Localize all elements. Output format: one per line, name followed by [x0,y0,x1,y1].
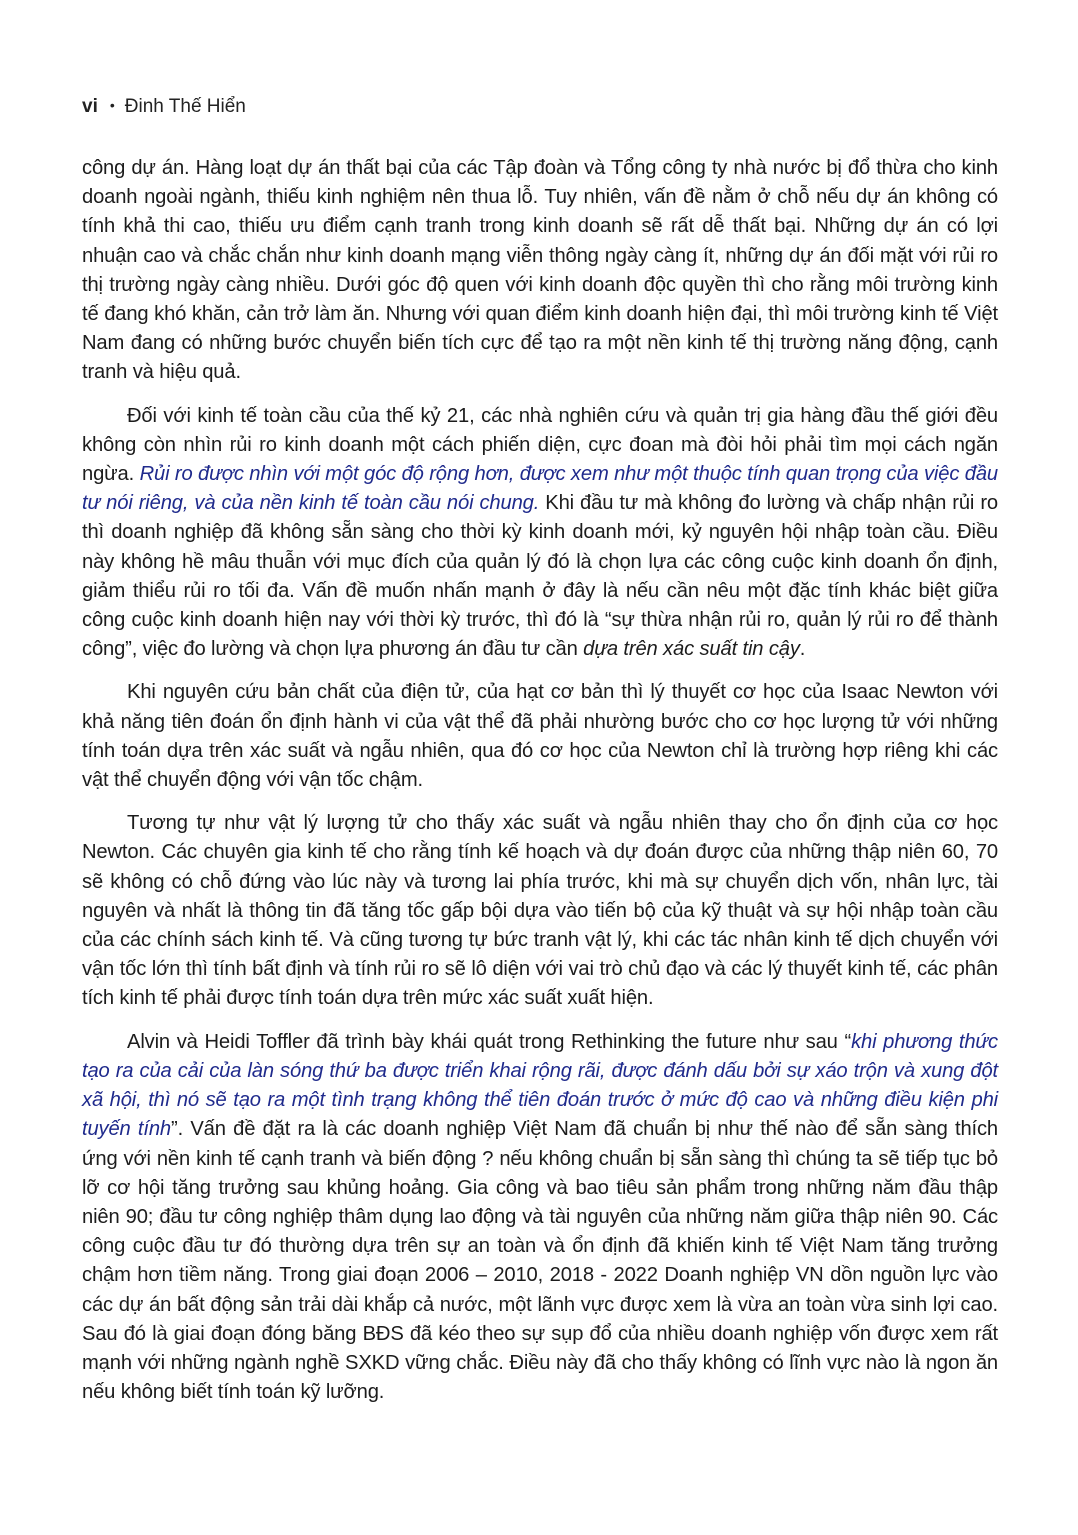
author-name: Đinh Thế Hiển [124,96,246,117]
paragraph-text: Alvin và Heidi Toffler đã trình bày khái quát trong Rethinking the future như sau “ [127,1030,852,1053]
paragraph-toffler [82,1028,998,1408]
paragraph-continuation [82,154,998,388]
bullet-separator: • [109,97,115,113]
paragraph-newton [82,678,998,795]
paragraph-text: Khi nguyên cứu bản chất của điện tử, của hạt cơ bản thì lý thuyết cơ học của Isaac Newton với khả năng tiên đoán ổn định hành vi của vật thể đã phải nhường bước cho cơ học lượng tử với những tính toán dựa trên xác suất và ngẫu nhiên, qua đó cơ học của Newton chỉ là trường hợp riêng khi các vật thể chuyển động với vận tốc chậm. [82,681,998,792]
paragraph-quantum [82,809,998,1013]
running-header [82,92,246,120]
paragraph-text: Đối với kinh tế toàn cầu của thế kỷ 21, các nhà nghiên cứu và quản trị gia hàng đầu thế giới đều không còn nhìn rủi ro kinh doanh một cách phiến diện, cực đoan mà đòi hỏi phải tìm mọi cách ngăn ngừa. [82,404,998,486]
page-number: vi [82,96,98,117]
paragraph-text: công dự án. Hàng loạt dự án thất bại của các Tập đoàn và Tổng công ty nhà nước bị đổ thừa cho kinh doanh ngoài ngành, thiếu kinh nghiệm nên thua lỗ. Tuy nhiên, vấn đề nằm ở chỗ nếu dự án không có tính khả thi cao, thiếu ưu điểm cạnh tranh trong kinh doanh sẽ rất dễ thất bại. Những dự án có lợi nhuận cao và chắc chắn như kinh doanh mạng viễn thông ngày càng ít, những dự án đối mặt với rủi ro thị trường ngày càng nhiều. Dưới góc độ quen với kinh doanh độc quyền thì cho rằng môi trường kinh tế đang khó khăn, cản trở làm ăn. Nhưng với quan điểm kinh doanh hiện đại, thì môi trường kinh tế Việt Nam đang có những bước chuyển biến tích cực để tạo ra một nền kinh tế thị trường năng động, cạnh tranh và hiệu quả. [82,157,998,384]
italic-phrase: dựa trên xác suất tin cậy [583,638,800,661]
paragraph-global-risk [82,402,998,665]
paragraph-text: ”. Vấn đề đặt ra là các doanh nghiệp Việt Nam đã chuẩn bị như thế nào để sẵn sàng thích ứng với nền kinh tế cạnh tranh và biến động ? nếu không chuẩn bị sẵn sàng thì chúng ta sẽ tiếp tục bỏ lỡ cơ hội tăng trưởng sau khủng hoảng. Gia công và bao tiêu sản phẩm trong những năm đầu thập niên 90; đầu tư công nghiệp thâm dụng lao động và tài nguyên của những năm giữa thập niên 90. Các công cuộc đầu tư đó thường dựa trên sự an toàn và ổn định đã khiến kinh tế Việt Nam tăng trưởng chậm hơn tiềm năng. Trong giai đoạn 2006 – 2010, 2018 - 2022 Doanh nghiệp VN dồn nguồn lực vào các dự án bất động sản trải dài khắp cả nước, một lãnh vực được xem là vừa an toàn vừa sinh lợi cao. Sau đó là giai đoạn đóng băng BĐS đã kéo theo sự sụp đổ của nhiều doanh nghiệp vốn được xem rất mạnh với những ngành nghề SXKD vững chắc. Điều này đã cho thấy không có lĩnh vực nào là ngon ăn nếu không biết tính toán kỹ lưỡng. [82,1118,999,1404]
paragraph-text: . [799,638,806,661]
paragraph-text: Tương tự như vật lý lượng tử cho thấy xác suất và ngẫu nhiên thay cho ổn định của cơ học Newton. Các chuyên gia kinh tế cho rằng tính kế hoạch và dự đoán được của những thập niên 60, 70 sẽ không có chỗ đứng vào lúc này và tương lai phía trước, khi mà sự chuyển dịch vốn, nhân lực, tài nguyên và nhất là thông tin đã tăng tốc gấp bội dựa vào tiến bộ của kỹ thuật và sự hội nhập toàn cầu của các chính sách kinh tế. Và cũng tương tự bức tranh vật lý, khi các tác nhân kinh tế dịch chuyển với vận tốc lớn thì tính bất định và tính rủi ro sẽ lô diện với vai trò chủ đạo và các lý thuyết kinh tế, các phân tích kinh tế phải được tính toán dựa trên mức xác suất xuất hiện. [82,812,998,1010]
emphasis-quote: Rủi ro được nhìn với một góc độ rộng hơn, được xem như một thuộc tính quan trọng của việc đầu tư nói riêng, và của nền kinh tế toàn cầu nói chung. [82,463,999,515]
page-body [82,154,998,1421]
emphasis-quote: khi phương thức tạo ra của cải của làn sóng thứ ba được triển khai rộng rãi, được đánh dấu bởi sự xáo trộn và xung đột xã hội, thì nó sẽ tạo ra một tình trạng không thể tiên đoán trước ở mức độ cao và những điều kiện phi tuyến tính [82,1030,999,1141]
paragraph-text: Khi đầu tư mà không đo lường và chấp nhận rủi ro thì doanh nghiệp đã không sẵn sàng cho thời kỳ kinh doanh mới, kỷ nguyên hội nhập toàn cầu. Điều này không hề mâu thuẫn với mục đích của quản lý đó là chọn lựa các công cuộc kinh doanh ổn định, giảm thiểu rủi ro tối đa. Vấn đề muốn nhấn mạnh ở đây là nếu cần nêu một đặc tính khác biệt giữa công cuộc kinh doanh hiện nay với thời kỳ trước, thì đó là “sự thừa nhận rủi ro, quản lý rủi ro để thành công”, việc đo lường và chọn lựa phương án đầu tư cần [82,492,998,661]
